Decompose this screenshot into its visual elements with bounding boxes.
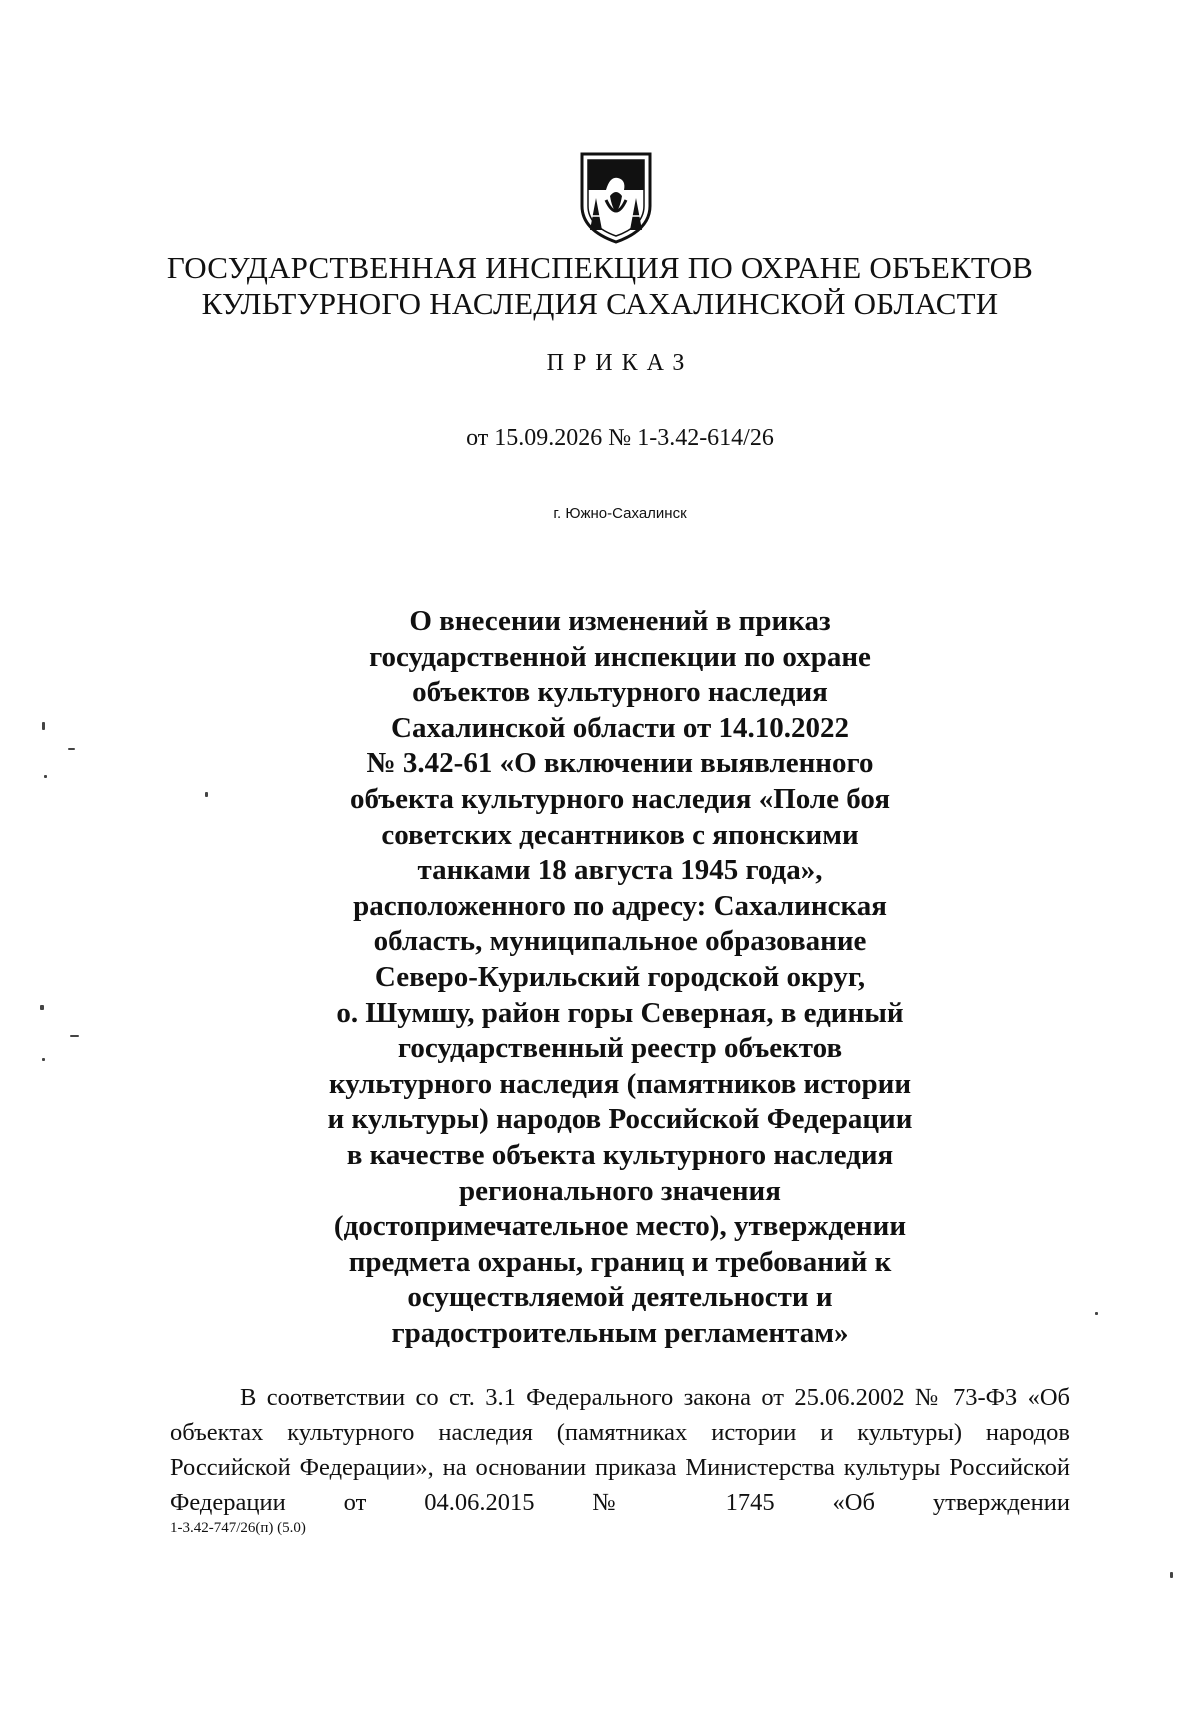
document-type: ПРИКАЗ bbox=[546, 350, 694, 376]
subject-line: область, муниципальное образование bbox=[373, 925, 867, 958]
body-paragraph: В соответствии со ст. 3.1 Федерального закона от 25.06.2002 № 73-ФЗ «Об объектах культурного наследия (памятниках истории и культуры) народов Российской Федерации», на основании приказа Министерства культуры Российской Федерации от 04.06.2015 № 1745 «Об утверждении bbox=[170, 1384, 1070, 1516]
authority-line: КУЛЬТУРНОГО НАСЛЕДИЯ САХАЛИНСКОЙ ОБЛАСТИ bbox=[201, 286, 999, 321]
scan-speck bbox=[42, 722, 45, 730]
subject-line: (достопримечательное место), утверждении bbox=[333, 1210, 907, 1243]
subject-line: Северо-Курильский городской округ, bbox=[374, 960, 866, 993]
subject-line: осуществляемой деятельности и bbox=[407, 1281, 833, 1314]
document-city: г. Южно-Сахалинск bbox=[553, 505, 687, 522]
subject-line: предмета охраны, границ и требований к bbox=[348, 1245, 892, 1278]
scan-speck bbox=[205, 792, 208, 797]
subject-line: в качестве объекта культурного наследия bbox=[346, 1138, 894, 1171]
authority-line: ГОСУДАРСТВЕННАЯ ИНСПЕКЦИЯ ПО ОХРАНЕ ОБЪЕКТОВ bbox=[166, 250, 1034, 285]
subject-line: расположенного по адресу: Сахалинская bbox=[353, 889, 887, 922]
scan-speck bbox=[44, 775, 47, 778]
scan-speck bbox=[40, 1005, 44, 1010]
subject-line: О внесении изменений в приказ bbox=[409, 605, 831, 637]
subject-line: о. Шумшу, район горы Северная, в единый bbox=[336, 996, 904, 1029]
authority-name bbox=[120, 250, 1080, 322]
subject-line: советских десантников с японскими bbox=[381, 818, 859, 851]
subject-line: и культуры) народов Российской Федерации bbox=[327, 1103, 913, 1136]
document-body bbox=[170, 1380, 1070, 1520]
subject-line: № 3.42-61 «О включении выявленного bbox=[366, 747, 874, 780]
subject-line: объектов культурного наследия bbox=[412, 676, 828, 709]
subject-line: регионального значения bbox=[459, 1174, 781, 1207]
scan-speck bbox=[1095, 1312, 1098, 1315]
subject-line: государственный реестр объектов bbox=[397, 1032, 843, 1065]
scan-speck bbox=[42, 1058, 45, 1061]
document-date-number: от 15.09.2026 № 1-3.42-614/26 bbox=[466, 425, 774, 451]
scan-speck bbox=[1170, 1572, 1173, 1578]
subject-line: Сахалинской области от 14.10.2022 bbox=[391, 711, 849, 744]
scan-speck bbox=[68, 748, 75, 750]
footer-document-code: 1-3.42-747/26(п) (5.0) bbox=[170, 1520, 306, 1536]
subject-line: градостроительным регламентам» bbox=[391, 1316, 849, 1349]
subject-line: танками 18 августа 1945 года», bbox=[417, 854, 823, 887]
document-subject bbox=[250, 604, 990, 1351]
subject-line: культурного наследия (памятников истории bbox=[328, 1067, 912, 1100]
scan-speck bbox=[70, 1035, 79, 1037]
coat-of-arms-icon bbox=[576, 150, 656, 246]
subject-line: государственной инспекции по охране bbox=[369, 640, 871, 673]
subject-line: объекта культурного наследия «Поле боя bbox=[349, 782, 891, 815]
